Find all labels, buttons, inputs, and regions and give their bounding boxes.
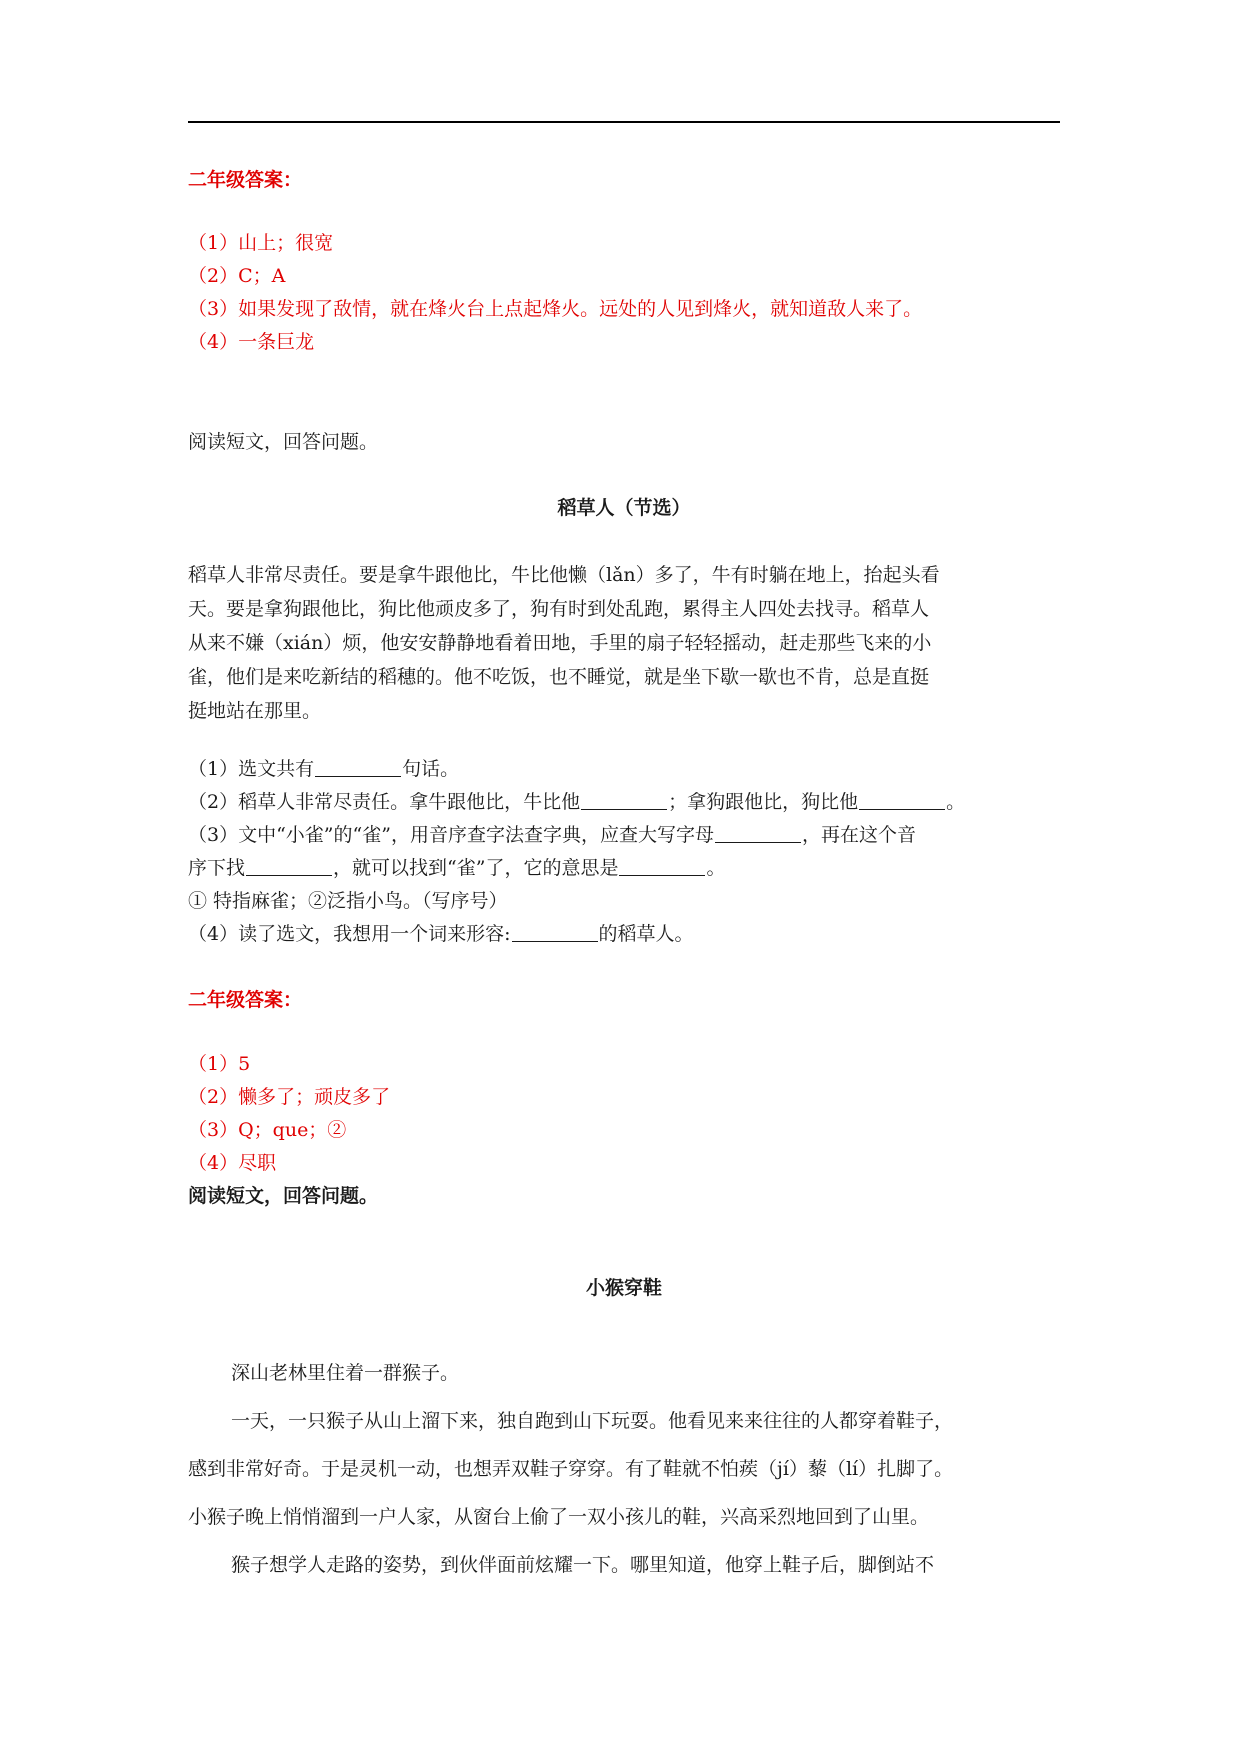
question-text: 。 <box>706 857 726 879</box>
passage-line: 挺地站在那里。 <box>188 700 322 722</box>
answer-1-1: （1）山上；很宽 <box>188 232 334 254</box>
question-4 <box>188 922 694 946</box>
passage-title-2: 稻草人（节选） <box>557 497 691 519</box>
answer-heading-2: 二年级答案： <box>188 989 303 1011</box>
question-text: （4）读了选文，我想用一个词来形容: <box>188 923 511 945</box>
question-3 <box>188 823 916 847</box>
instruction-2: 阅读短文，回答问题。 <box>188 431 379 453</box>
answer-1-4: （4）一条巨龙 <box>188 331 315 353</box>
question-3-options: ① 特指麻雀；②泛指小鸟。（写序号） <box>188 890 508 912</box>
passage-line: 稻草人非常尽责任。要是拿牛跟他比，牛比他懒（lǎn）多了，牛有时躺在地上，抬起头看 <box>188 564 940 586</box>
question-text: （3）文中“小雀”的“雀”，用音序查字法查字典，应查大写字母 <box>188 824 714 846</box>
question-2 <box>188 790 965 814</box>
question-text: （1）选文共有 <box>188 758 315 780</box>
header-rule <box>188 121 1060 123</box>
story-line: 感到非常好奇。于是灵机一动，也想弄双鞋子穿穿。有了鞋就不怕蒺（jí）藜（lí）扎脚了。 <box>188 1458 954 1480</box>
answer-blank[interactable] <box>619 857 705 876</box>
answer-blank[interactable] <box>715 824 801 843</box>
story-line: 一天，一只猴子从山上溜下来，独自跑到山下玩耍。他看见来来往往的人都穿着鞋子， <box>231 1410 954 1432</box>
answer-2-1: （1）5 <box>188 1053 251 1075</box>
question-text: 。 <box>946 791 966 813</box>
answer-heading-1: 二年级答案： <box>188 169 303 191</box>
answer-blank[interactable] <box>315 758 401 777</box>
answer-1-3: （3）如果发现了敌情，就在烽火台上点起烽火。远处的人见到烽火，就知道敌人来了。 <box>188 298 923 320</box>
answer-blank[interactable] <box>246 857 332 876</box>
question-1 <box>188 757 459 781</box>
question-text: 的稻草人。 <box>598 923 694 945</box>
answer-blank[interactable] <box>581 791 667 810</box>
passage-line: 雀，他们是来吃新结的稻穗的。他不吃饭，也不睡觉，就是坐下歇一歇也不肯，总是直挺 <box>188 666 930 688</box>
question-text: ，就可以找到“雀”了，它的意思是 <box>333 857 619 879</box>
passage-line: 从来不嫌（xián）烦，他安安静静地看着田地，手里的扇子轻轻摇动，赶走那些飞来的小 <box>188 632 932 654</box>
answer-1-2: （2）C；A <box>188 265 286 287</box>
story-line: 猴子想学人走路的姿势，到伙伴面前炫耀一下。哪里知道，他穿上鞋子后，脚倒站不 <box>231 1554 935 1576</box>
answer-blank[interactable] <box>512 923 598 942</box>
instruction-3: 阅读短文，回答问题。 <box>188 1185 379 1207</box>
answer-2-2: （2）懒多了；顽皮多了 <box>188 1086 391 1108</box>
story-line: 小猴子晚上悄悄溜到一户人家，从窗台上偷了一双小孩儿的鞋，兴高采烈地回到了山里。 <box>188 1506 930 1528</box>
answer-2-4: （4）尽职 <box>188 1152 277 1174</box>
question-3-cont <box>188 856 725 880</box>
passage-title-3: 小猴穿鞋 <box>585 1277 662 1299</box>
question-text: ；拿狗跟他比，狗比他 <box>668 791 859 813</box>
answer-blank[interactable] <box>859 791 945 810</box>
question-text: ，再在这个音 <box>801 824 916 846</box>
story-paragraph-1: 深山老林里住着一群猴子。 <box>231 1362 460 1384</box>
answer-2-3: （3）Q；que；② <box>188 1119 347 1141</box>
question-text: 序下找 <box>188 857 246 879</box>
passage-line: 天。要是拿狗跟他比，狗比他顽皮多了，狗有时到处乱跑，累得主人四处去找寻。稻草人 <box>188 598 930 620</box>
question-text: 句话。 <box>402 758 460 780</box>
question-text: （2）稻草人非常尽责任。拿牛跟他比，牛比他 <box>188 791 581 813</box>
